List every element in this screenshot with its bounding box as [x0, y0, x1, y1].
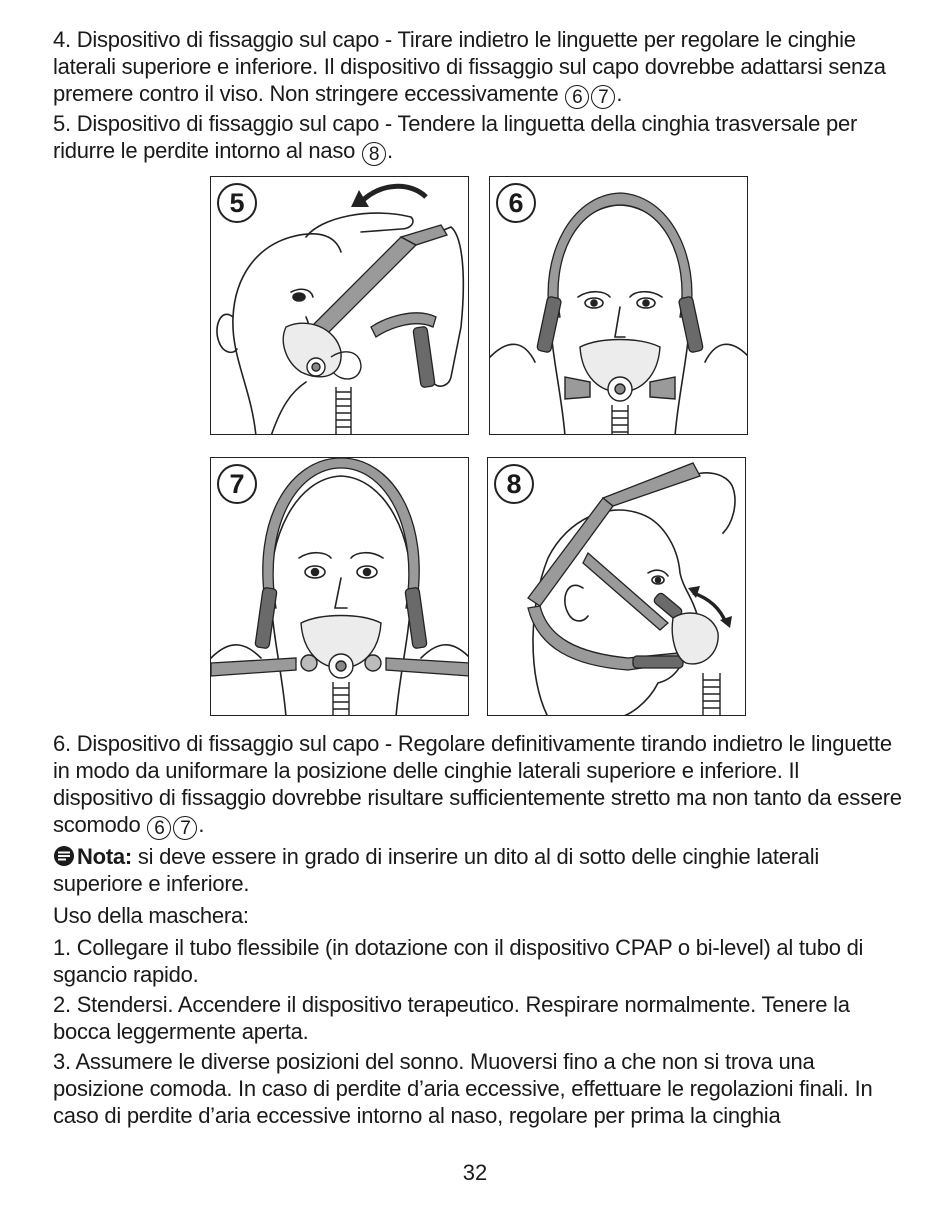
usage-item-2: 2. Stendersi. Accendere il dispositivo terapeutico. Respirare normalmente. Tenere la bocca leggermente aperta. — [53, 992, 850, 1044]
figure-8-number: 8 — [494, 464, 534, 504]
figure-ref-8: 8 — [362, 142, 386, 166]
figure-6-panel — [489, 176, 748, 435]
figure-7-number: 7 — [217, 464, 257, 504]
figure-ref-7: 7 — [591, 85, 615, 109]
note-icon — [53, 845, 75, 867]
note-paragraph — [53, 843, 903, 897]
step-4-paragraph — [53, 26, 903, 109]
figure-8-panel — [487, 457, 746, 716]
note-label: Nota: — [77, 844, 132, 869]
usage-item-3: 3. Assumere le diverse posizioni del sonno. Muoversi fino a che non si trova una posizione comoda. In caso di perdite d’aria eccessive, effettuare le regolazioni finali. In caso di perdite d’aria eccessive intorno al naso, regolare per prima la cinghia — [53, 1049, 873, 1128]
step-4-end: . — [616, 81, 623, 106]
figure-ref-6b: 6 — [147, 816, 171, 840]
step-5-paragraph — [53, 110, 903, 166]
figure-5-number: 5 — [217, 183, 257, 223]
step-6-paragraph — [53, 730, 903, 840]
figure-7-panel — [210, 457, 469, 716]
step-6-end: . — [198, 812, 205, 837]
step-6-text: 6. Dispositivo di fissaggio sul capo - Regolare definitivamente tirando indietro le linguette in modo da uniformare la posizione delle cinghie laterali superiore e inferiore. Il dispositivo di fissaggio dovrebbe risultare sufficientemente stretto ma non tanto da essere scomodo — [53, 731, 902, 837]
step-5-end: . — [387, 138, 393, 163]
figure-6-number: 6 — [496, 183, 536, 223]
figure-ref-6: 6 — [565, 85, 589, 109]
usage-item-1: 1. Collegare il tubo flessibile (in dotazione con il dispositivo CPAP o bi-level) al tubo di sgancio rapido. — [53, 935, 864, 987]
usage-heading: Uso della maschera: — [53, 903, 249, 928]
figure-ref-7b: 7 — [173, 816, 197, 840]
step-4-text: 4. Dispositivo di fissaggio sul capo - Tirare indietro le linguette per regolare le cinghie laterali superiore e inferiore. Il dispositivo di fissaggio sul capo dovrebbe adattarsi senza premere contro il viso. Non stringere eccessivamente — [53, 27, 886, 106]
page-number: 32 — [462, 1160, 488, 1185]
note-text: si deve essere in grado di inserire un dito al di sotto delle cinghie laterali superiore e inferiore. — [53, 844, 820, 896]
figure-5-panel — [210, 176, 469, 435]
step-5-text: 5. Dispositivo di fissaggio sul capo - Tendere la linguetta della cinghia trasversale per ridurre le perdite intorno al naso — [53, 111, 858, 163]
